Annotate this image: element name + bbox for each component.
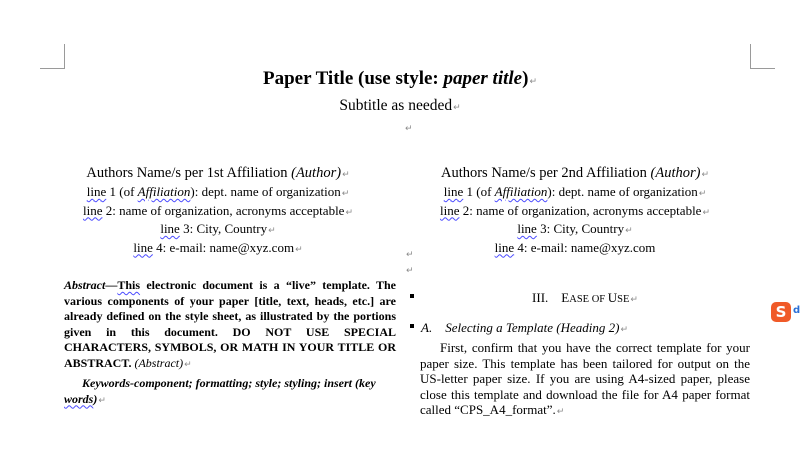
author-name: Authors Name/s per 2nd Affiliation (Author)↵ [440,165,710,181]
paper-title[interactable]: Paper Title (use style: paper title)↵ [263,68,537,89]
list-marker-icon [410,294,414,298]
ime-status-text: d [793,305,800,316]
paragraph-mark-icon: ↵ [405,124,413,134]
top-left-margin-corner [40,44,65,69]
paragraph-mark-icon: ↵ [529,77,537,87]
paper-subtitle[interactable]: Subtitle as needed↵ [339,97,461,114]
author-line-3: line 3: City, Country↵ [160,221,276,236]
author-line-2: line 2: name of organization, acronyms acceptable↵ [82,202,353,218]
paragraph-mark-icon: ↵ [406,250,414,260]
author-line-4: line 4: e-mail: name@xyz.com [494,239,656,255]
author-line-1: line 1 (of Affiliation): dept. name of organization↵ [86,184,350,199]
author-line-3: line 3: City, Country↵ [517,221,633,236]
author-block-2[interactable] [425,164,725,256]
author-line-1: line 1 (of Affiliation): dept. name of organization↵ [443,184,707,199]
author-line-2: line 2: name of organization, acronyms acceptable↵ [439,202,710,218]
author-block-1[interactable] [68,164,368,258]
list-marker-icon [410,324,414,328]
paragraph-mark-icon: ↵ [453,103,461,113]
body-paragraph[interactable]: First, confirm that you have the correct template for your paper size. This template has been tailored for output on the US-letter paper size. If you are using A4-sized paper, please close this template and download the file for A4 paper format called “CPS_A4_format”.↵ [420,340,750,417]
subsection-heading-2[interactable]: A. Selecting a Template (Heading 2)↵ [421,320,629,335]
keywords-paragraph[interactable]: Keywords-component; formatting; style; styling; insert (key words)↵ [64,376,376,406]
paragraph-mark-icon: ↵ [406,266,414,276]
abstract-paragraph[interactable]: Abstract—This electronic document is a “live” template. The various components of your paper [title, text, heads, etc.] are already defined on the style sheet, as illustrated by the portions given in this document. DO NOT USE SPECIAL CHARACTERS, SYMBOLS, OR MATH IN YOUR TITLE OR ABSTRACT. (Abstract)↵ [64,278,396,370]
author-name: Authors Name/s per 1st Affiliation (Author)↵ [86,165,350,181]
sogou-ime-icon[interactable]: S [771,302,791,322]
section-heading-3[interactable]: III. EASE OF USE↵ [532,290,638,305]
top-right-margin-corner [750,44,775,69]
author-line-4: line 4: e-mail: name@xyz.com↵ [133,239,303,255]
